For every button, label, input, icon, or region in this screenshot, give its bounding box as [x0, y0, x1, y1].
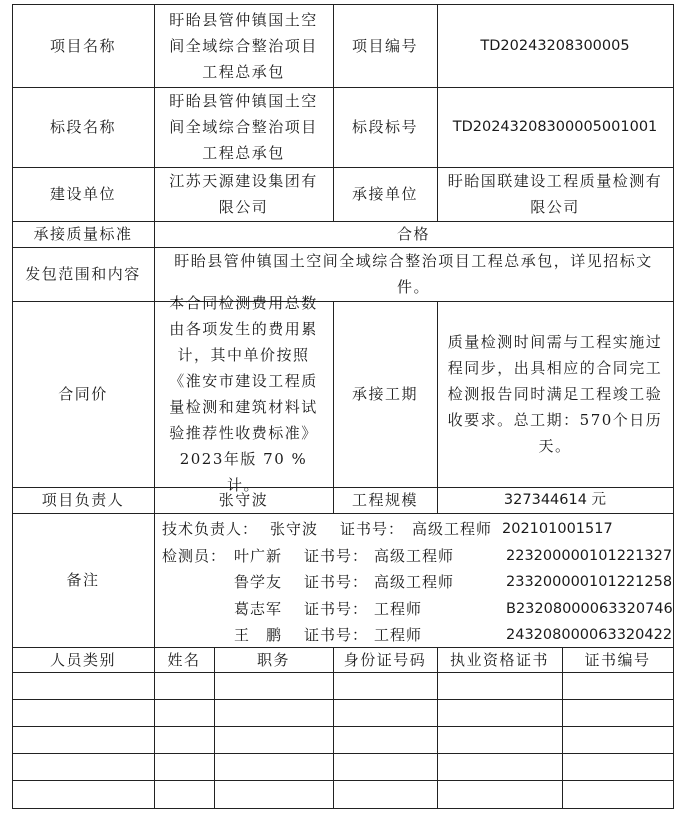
staff-header-cert-number: 证书编号 [584, 650, 651, 669]
scope-value: 盱眙县管仲镇国土空间全域综合整治项目工程总承包，详见招标文件。 [174, 252, 653, 296]
contractor-label: 承接单位 [351, 185, 418, 203]
staff-header-id-number: 身份证号码 [343, 650, 427, 669]
section-code-value: TD20243208300005001001 [452, 119, 658, 135]
inspector-name: 叶广新 [234, 546, 283, 565]
inspector-row [162, 543, 672, 570]
staff-row-empty [12, 672, 673, 699]
section-code-label: 标段标号 [351, 118, 418, 136]
inspector-cert: 243208000063320422 [506, 627, 673, 643]
inspector-name: 葛志军 [234, 599, 283, 618]
project-scale-value: 327344614 元 [503, 492, 607, 508]
tech-lead-name: 张守波 [270, 520, 319, 538]
inspector-prefix: 检测员： [162, 546, 227, 565]
staff-header-category: 人员类别 [49, 650, 116, 669]
remarks-content [162, 516, 672, 649]
project-manager-value: 张守波 [218, 491, 269, 509]
tech-lead-prefix: 技术负责人： [162, 520, 259, 538]
tech-lead-title: 高级工程师 [412, 520, 493, 538]
inspector-name: 鲁学友 [234, 573, 283, 591]
project-name-value: 盱眙县管仲镇国土空间全域综合整治项目工程总承包 [169, 10, 318, 81]
inspector-name: 王 鹏 [234, 626, 283, 644]
service-period-label: 承接工期 [351, 385, 418, 403]
project-code-value: TD20243208300005 [480, 37, 630, 54]
scope-label: 发包范围和内容 [25, 265, 141, 283]
inspector-title: 工程师 [374, 599, 423, 618]
quality-standard-value: 合格 [396, 225, 430, 243]
inspector-cert-label: 证书号： [304, 546, 369, 565]
inspector-title: 高级工程师 [374, 546, 455, 565]
inspector-title: 高级工程师 [374, 573, 455, 591]
tech-lead-row [162, 516, 672, 543]
inspector-title: 工程师 [374, 626, 423, 644]
builder-value: 江苏天源建设集团有限公司 [169, 172, 318, 216]
quality-standard-label: 承接质量标准 [33, 225, 133, 243]
project-manager-label: 项目负责人 [41, 491, 125, 509]
staff-header-qualification: 执业资格证书 [449, 650, 549, 669]
project-scale-label: 工程规模 [351, 491, 418, 509]
inspector-cert-label: 证书号： [304, 626, 369, 644]
inspector-cert-label: 证书号： [304, 599, 369, 618]
staff-row-empty [12, 699, 673, 726]
staff-row-empty [12, 726, 673, 753]
tech-lead-cert: 202101001517 [502, 521, 613, 537]
project-code-label: 项目编号 [351, 36, 418, 55]
contract-price-label: 合同价 [58, 385, 108, 403]
inspector-cert: 223200000101221327 [506, 547, 673, 564]
contractor-value: 盱眙国联建设工程质量检测有限公司 [447, 172, 663, 216]
inspector-row [162, 596, 672, 623]
service-period-value: 质量检测时间需与工程实施过程同步，出具相应的合同完工检测报告同时满足工程竣工验收要求。总工期：570个日历天。 [447, 333, 663, 455]
inspector-row [162, 622, 672, 649]
section-name-label: 标段名称 [49, 118, 116, 136]
inspector-cert-label: 证书号： [304, 573, 369, 591]
contract-price-value: 本合同检测费用总数由各项发生的费用累计，其中单价按照《淮安市建设工程质量检测和建筑材料试验推荐性收费标准》2023年版 70 %计。 [169, 294, 318, 494]
staff-row-empty [12, 780, 673, 808]
section-name-value: 盱眙县管仲镇国土空间全域综合整治项目工程总承包 [169, 92, 318, 162]
builder-label: 建设单位 [49, 185, 116, 203]
inspector-row [162, 569, 672, 596]
staff-header-position: 职务 [256, 650, 290, 669]
project-name-label: 项目名称 [49, 36, 116, 55]
inspector-cert: B23208000063320746 [506, 600, 673, 617]
staff-header-name: 姓名 [167, 650, 201, 669]
inspector-cert: 233200000101221258 [506, 574, 673, 590]
staff-row-empty [12, 753, 673, 780]
remarks-label: 备注 [66, 571, 100, 589]
tech-lead-cert-label: 证书号： [340, 520, 405, 538]
